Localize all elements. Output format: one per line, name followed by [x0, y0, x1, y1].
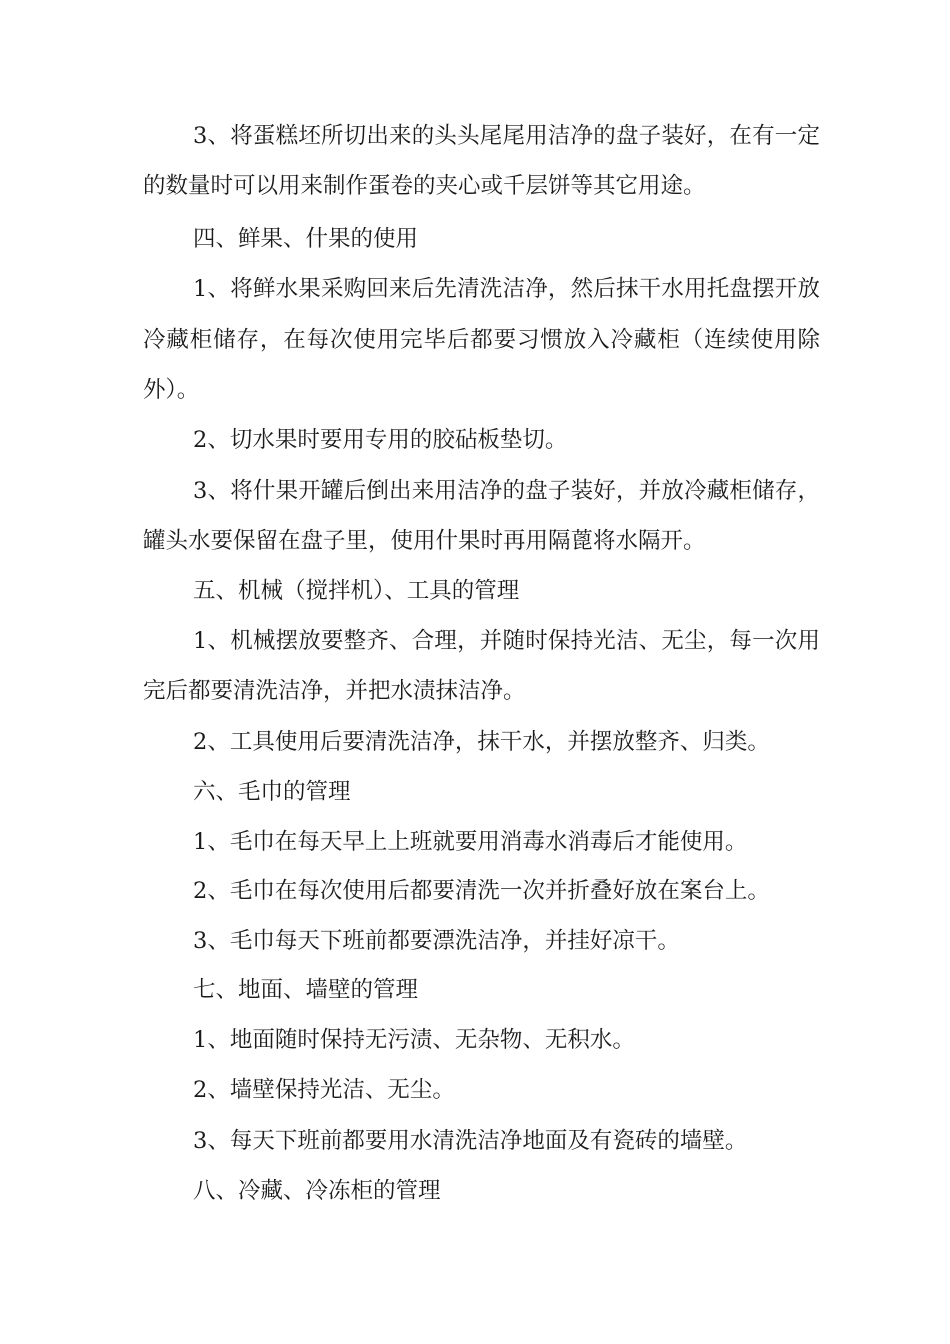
paragraph-line: 2、墙壁保持光洁、无尘。 [193, 1077, 455, 1103]
paragraph-line: 1、地面随时保持无污渍、无杂物、无积水。 [193, 1027, 635, 1053]
paragraph-line: 1、将鲜水果采购回来后先清洗洁净，然后抹干水用托盘摆开放 [193, 276, 820, 302]
section-heading: 八、冷藏、冷冻柜的管理 [193, 1178, 441, 1204]
paragraph-line: 2、切水果时要用专用的胶砧板垫切。 [193, 427, 568, 453]
paragraph-line: 完后都要清洗洁净，并把水渍抹洁净。 [143, 678, 526, 704]
paragraph-line: 1、毛巾在每天早上上班就要用消毒水消毒后才能使用。 [193, 829, 748, 855]
paragraph-line: 3、毛巾每天下班前都要漂洗洁净，并挂好凉干。 [193, 928, 680, 954]
paragraph-line: 3、每天下班前都要用水清洗洁净地面及有瓷砖的墙壁。 [193, 1128, 748, 1154]
paragraph-line: 2、毛巾在每次使用后都要清洗一次并折叠好放在案台上。 [193, 878, 770, 904]
paragraph-line: 3、将蛋糕坯所切出来的头头尾尾用洁净的盘子装好，在有一定 [193, 123, 820, 149]
paragraph-line: 冷藏柜储存，在每次使用完毕后都要习惯放入冷藏柜（连续使用除 [143, 327, 820, 353]
section-heading: 四、鲜果、什果的使用 [193, 226, 419, 252]
paragraph-line: 3、将什果开罐后倒出来用洁净的盘子装好，并放冷藏柜储存， [193, 478, 820, 504]
section-heading: 六、毛巾的管理 [193, 779, 351, 805]
paragraph-line: 外）。 [143, 377, 200, 403]
paragraph-line: 2、工具使用后要清洗洁净，抹干水，并摆放整齐、归类。 [193, 729, 770, 755]
section-heading: 七、地面、墙壁的管理 [193, 977, 419, 1003]
paragraph-line: 罐头水要保留在盘子里，使用什果时再用隔蓖将水隔开。 [143, 528, 706, 554]
paragraph-line: 1、机械摆放要整齐、合理，并随时保持光洁、无尘，每一次用 [193, 628, 820, 654]
section-heading: 五、机械（搅拌机）、工具的管理 [193, 578, 520, 604]
paragraph-line: 的数量时可以用来制作蛋卷的夹心或千层饼等其它用途。 [143, 173, 706, 199]
